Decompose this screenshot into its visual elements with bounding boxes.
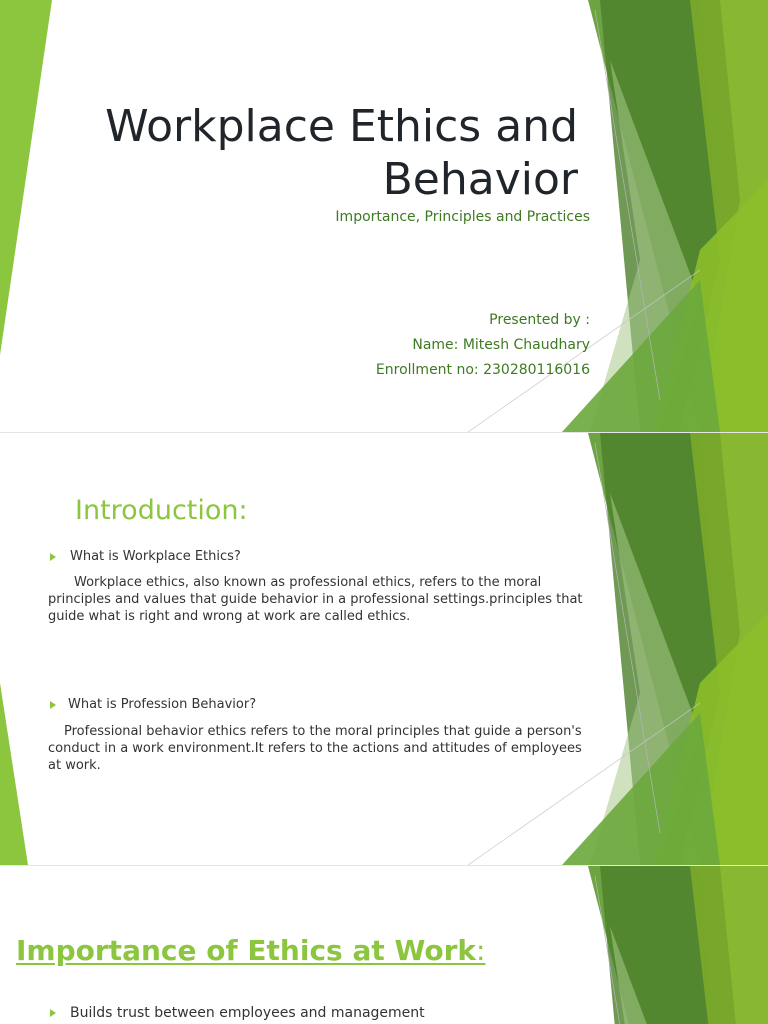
bullet-text: What is Profession Behavior? bbox=[68, 697, 257, 712]
slide-introduction bbox=[0, 433, 768, 865]
presenter-name: Name: Mitesh Chaudhary bbox=[412, 337, 590, 353]
slide-title bbox=[0, 0, 768, 432]
bullet-profession-behavior bbox=[50, 697, 256, 712]
bullet-arrow-icon bbox=[50, 701, 56, 709]
bullet-text: Builds trust between employees and management bbox=[70, 1005, 425, 1021]
workplace-ethics-paragraph: Workplace ethics, also known as professional ethics, refers to the moral principles and values that guide behavior in a professional settings.principles that guide what is right and wrong at work are called ethics. bbox=[48, 575, 583, 624]
presentation-subtitle: Importance, Principles and Practices bbox=[335, 209, 590, 225]
introduction-heading: Introduction: bbox=[75, 495, 248, 526]
importance-heading bbox=[16, 934, 485, 967]
profession-behavior-paragraph: Professional behavior ethics refers to the moral principles that guide a person's conduct in a work environment.It refers to the actions and attitudes of employees at work. bbox=[48, 724, 582, 773]
bullet-arrow-icon bbox=[50, 553, 56, 561]
bullet-arrow-icon bbox=[50, 1009, 56, 1017]
presenter-block bbox=[376, 308, 590, 383]
bullet-text: What is Workplace Ethics? bbox=[70, 549, 241, 564]
bullet-workplace-ethics bbox=[50, 549, 241, 564]
presentation-title: Workplace Ethics and Behavior bbox=[105, 101, 578, 205]
bullet-builds-trust bbox=[50, 1005, 425, 1021]
enrollment-number: Enrollment no: 230280116016 bbox=[375, 362, 590, 378]
presented-by-label: Presented by : bbox=[489, 312, 590, 328]
importance-heading-text: Importance of Ethics at Work bbox=[16, 934, 477, 967]
slide-importance bbox=[0, 866, 768, 1024]
importance-heading-colon: : bbox=[476, 934, 486, 967]
